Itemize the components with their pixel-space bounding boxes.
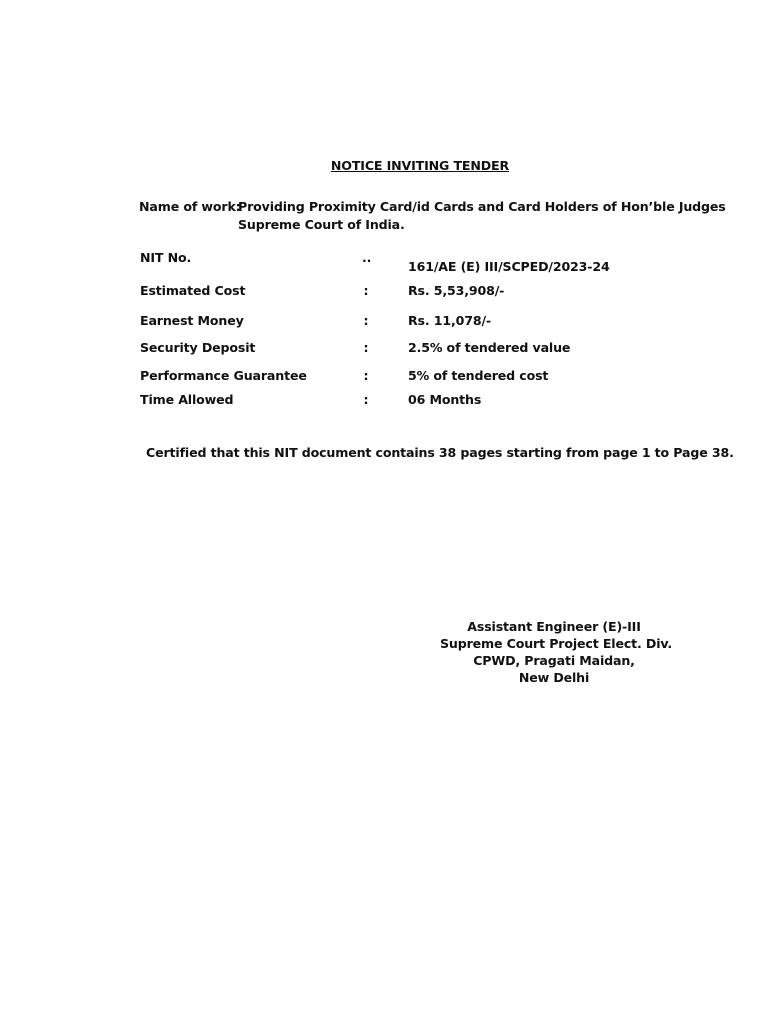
page-title: NOTICE INVITING TENDER [330, 158, 510, 173]
name-of-work-line-2: Supreme Court of India. [238, 217, 405, 232]
performance-guarantee-value: 5% of tendered cost [408, 368, 549, 383]
earnest-money-label: Earnest Money [140, 313, 244, 328]
performance-guarantee-label: Performance Guarantee [140, 368, 307, 383]
earnest-money-separator: : [363, 313, 369, 328]
signatory-city: New Delhi [518, 670, 590, 685]
estimated-cost-separator: : [363, 283, 369, 298]
time-allowed-separator: : [363, 392, 369, 407]
security-deposit-label: Security Deposit [140, 340, 256, 355]
name-of-work-label: Name of work: [139, 199, 241, 214]
time-allowed-value: 06 Months [408, 392, 482, 407]
signatory-designation: Assistant Engineer (E)-III [467, 619, 641, 634]
estimated-cost-label: Estimated Cost [140, 283, 246, 298]
signatory-office: CPWD, Pragati Maidan, [473, 653, 635, 668]
nit-no-separator: .. [362, 250, 372, 265]
nit-no-label: NIT No. [140, 250, 192, 265]
signatory-division: Supreme Court Project Elect. Div. [440, 636, 673, 651]
security-deposit-value: 2.5% of tendered value [408, 340, 571, 355]
name-of-work-line-1: Providing Proximity Card/id Cards and Card Holders of Hon’ble Judges [238, 199, 726, 214]
security-deposit-separator: : [363, 340, 369, 355]
performance-guarantee-separator: : [363, 368, 369, 383]
certification-statement: Certified that this NIT document contains 38 pages starting from page 1 to Page 38. [146, 445, 734, 460]
estimated-cost-value: Rs. 5,53,908/- [408, 283, 505, 298]
nit-no-value: 161/AE (E) III/SCPED/2023-24 [408, 259, 610, 274]
earnest-money-value: Rs. 11,078/- [408, 313, 491, 328]
time-allowed-label: Time Allowed [140, 392, 234, 407]
